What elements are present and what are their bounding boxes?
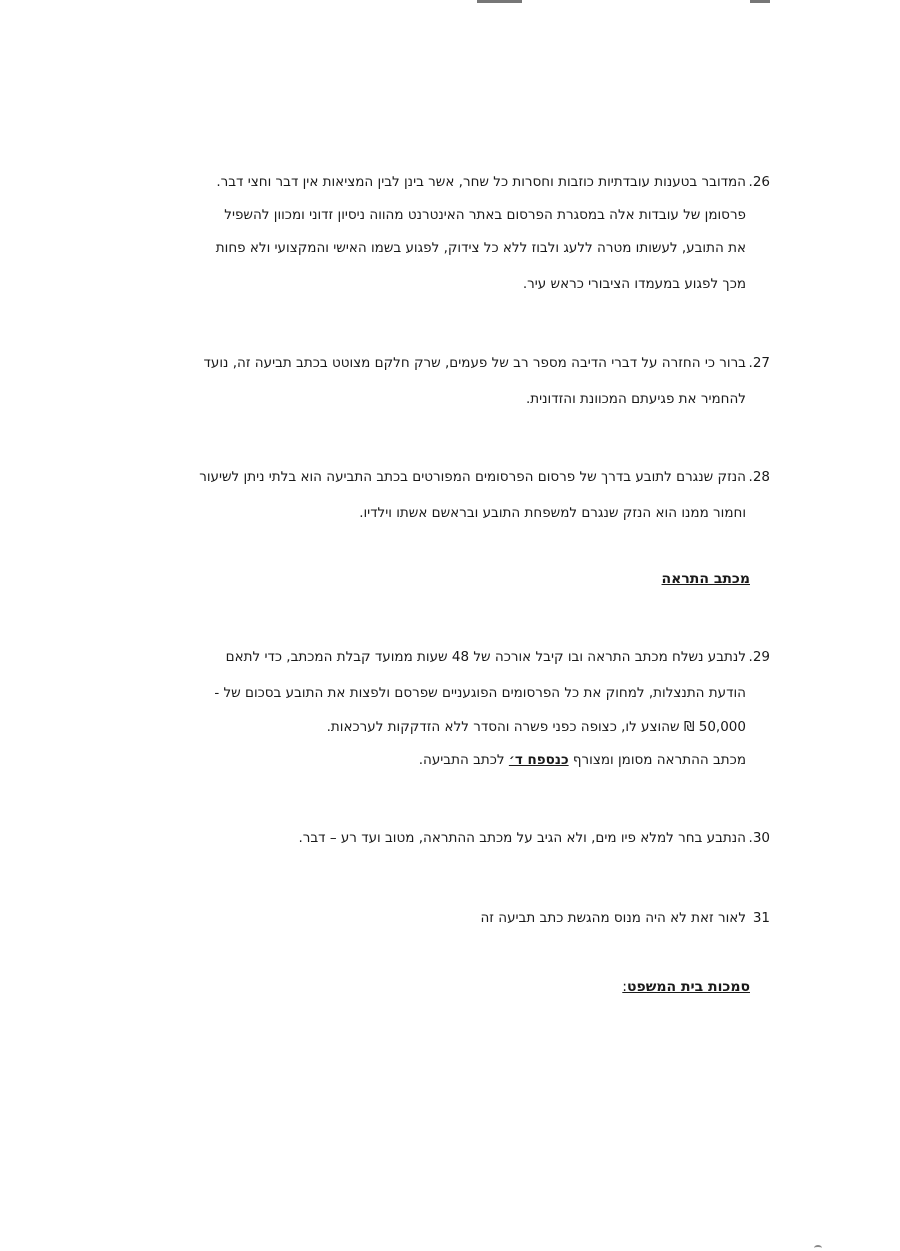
paragraph-line: מכך לפגוע במעמדו הציבורי כראש עיר. <box>522 276 746 292</box>
paragraph-number: 29. <box>748 649 770 665</box>
paragraph-number: 26. <box>748 174 770 190</box>
paragraph-number: 30. <box>748 830 770 846</box>
paragraph-line: את התובע, לעשותו מטרה ללעג ולבוז ללא כל צידוק, לפגוע בשמו האישי והמקצועי ולא פחות <box>215 240 746 256</box>
paragraph-line: המדובר בטענות עובדתיות כוזבות וחסרות כל שחר, אשר בינן לבין המציאות אין דבר וחצי דבר. <box>216 174 746 190</box>
scan-edge-mark <box>814 1245 822 1251</box>
paragraph-line: הודעת התנצלות, למחוק את כל הפרסומים הפוגעניים שפרסם ולפצות את התובע בסכום של - <box>214 685 746 701</box>
annex-label: כנספח ד׳ <box>508 752 569 768</box>
paragraph-30 <box>110 829 770 853</box>
paragraph-27 <box>110 354 770 414</box>
paragraph-26 <box>110 173 770 303</box>
paragraph-line: הנתבע בחר למלא פיו מים, ולא הגיב על מכתב ההתראה, מטוב ועד רע – דבר. <box>298 830 746 846</box>
paragraph-number: 28. <box>748 469 770 485</box>
section-heading-warning-letter: מכתב התראה <box>661 571 750 587</box>
paragraph-line: לאור זאת לא היה מנוס מהגשת כתב תביעה זה <box>480 910 746 923</box>
paragraph-number: 31 <box>752 910 770 923</box>
paragraph-line: הנזק שנגרם לתובע בדרך של פרסום הפרסומים המפורטים בכתב התביעה הוא בלתי ניתן לשיעור <box>199 469 746 485</box>
annex-suffix: לכתב התביעה. <box>418 752 505 768</box>
paragraph-line: פרסומן של עובדות אלה במסגרת הפרסום באתר האינטרנט מהווה ניסיון זדוני ומכוון להשפיל <box>224 207 746 223</box>
paragraph-number: 27. <box>748 355 770 371</box>
heading-colon: : <box>622 979 627 995</box>
section-heading-court-jurisdiction <box>622 979 750 995</box>
paragraph-line: לנתבע נשלח מכתב התראה ובו קיבל אורכה של 48 שעות ממועד קבלת המכתב, כדי לתאם <box>225 649 746 665</box>
paragraph-line: ברור כי החזרה על דברי הדיבה מספר רב של פעמים, שרק חלקם מצוטט בכתב תביעה זה, נועד <box>203 355 746 371</box>
scan-edge-mark <box>750 0 770 3</box>
annex-reference-line <box>419 751 746 769</box>
paragraph-line: להחמיר את פגיעתם המכוונת והזדונית. <box>525 391 746 407</box>
paragraph-line: מכתב ההתראה מסומן ומצורף <box>572 752 746 768</box>
paragraph-28 <box>110 468 770 528</box>
paragraph-29 <box>110 648 770 778</box>
scan-edge-mark <box>477 0 522 3</box>
paragraph-line: וחמור ממנו הוא הנזק שנגרם למשפחת התובע ובראשם אשתו וילדיו. <box>359 505 746 521</box>
heading-text: סמכות בית המשפט <box>627 979 750 995</box>
paragraph-31 <box>110 909 770 923</box>
paragraph-line: 50,000 ₪ שהוצע לו, כצופה כפני פשרה והסדר ללא הזדקקות לערכאות. <box>326 719 746 735</box>
